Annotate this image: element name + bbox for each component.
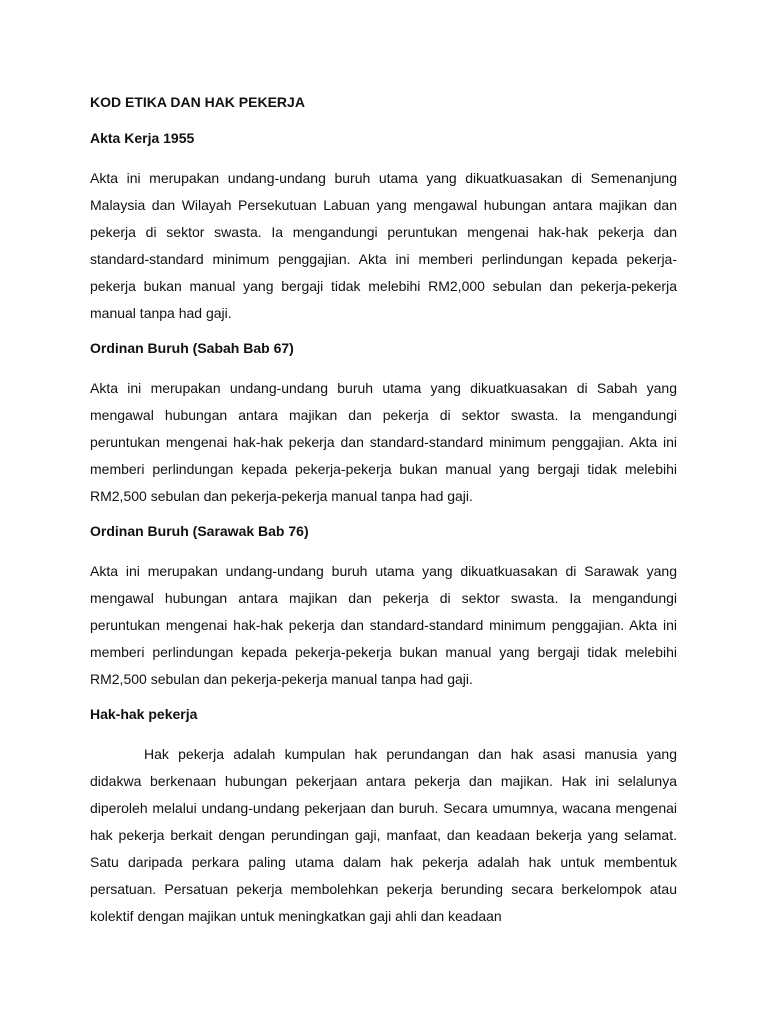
section-paragraph-ordinan-sarawak: Akta ini merupakan undang-undang buruh utama yang dikuatkuasakan di Sarawak yang mengawal hubungan antara majikan dan pekerja di sektor swasta. Ia mengandungi peruntukan mengenai hak-hak pekerja dan standard-standard minimum penggajian. Akta ini memberi perlindungan kepada pekerja-pekerja bukan manual yang bergaji tidak melebihi RM2,500 sebulan dan pekerja-pekerja manual tanpa had gaji.: [90, 563, 677, 687]
section-paragraph-akta-kerja: Akta ini merupakan undang-undang buruh utama yang dikuatkuasakan di Semenanjung Malaysia dan Wilayah Persekutuan Labuan yang mengawal hubungan antara majikan dan pekerja di sektor swasta. Ia mengandungi peruntukan mengenai hak-hak pekerja dan standard-standard minimum penggajian. Akta ini memberi perlindungan kepada pekerja-pekerja bukan manual yang bergaji tidak melebihi RM2,000 sebulan dan pekerja-pekerja manual tanpa had gaji.: [90, 170, 677, 321]
section-heading-ordinan-sabah: Ordinan Buruh (Sabah Bab 67): [90, 340, 294, 356]
document-title: KOD ETIKA DAN HAK PEKERJA: [90, 94, 305, 110]
section-heading-akta-kerja: Akta Kerja 1955: [90, 130, 195, 146]
section-paragraph-hak-pekerja: Hak pekerja adalah kumpulan hak perundangan dan hak asasi manusia yang didakwa berkenaan hubungan pekerjaan antara pekerja dan majikan. Hak ini selalunya diperoleh melalui undang-undang pekerjaan dan buruh. Secara umumnya, wacana mengenai hak pekerja berkait dengan perundingan gaji, manfaat, dan keadaan bekerja yang selamat. Satu daripada perkara paling utama dalam hak pekerja adalah hak untuk membentuk persatuan. Persatuan pekerja membolehkan pekerja berunding secara berkelompok atau kolektif dengan majikan untuk meningkatkan gaji ahli dan keadaan: [90, 746, 677, 924]
section-heading-ordinan-sarawak: Ordinan Buruh (Sarawak Bab 76): [90, 523, 309, 539]
document-body: [90, 93, 677, 942]
section-heading-hak-pekerja: Hak-hak pekerja: [90, 706, 198, 722]
section-paragraph-ordinan-sabah: Akta ini merupakan undang-undang buruh utama yang dikuatkuasakan di Sabah yang mengawal hubungan antara majikan dan pekerja di sektor swasta. Ia mengandungi peruntukan mengenai hak-hak pekerja dan standard-standard minimum penggajian. Akta ini memberi perlindungan kepada pekerja-pekerja bukan manual yang bergaji tidak melebihi RM2,500 sebulan dan pekerja-pekerja manual tanpa had gaji.: [90, 380, 677, 504]
